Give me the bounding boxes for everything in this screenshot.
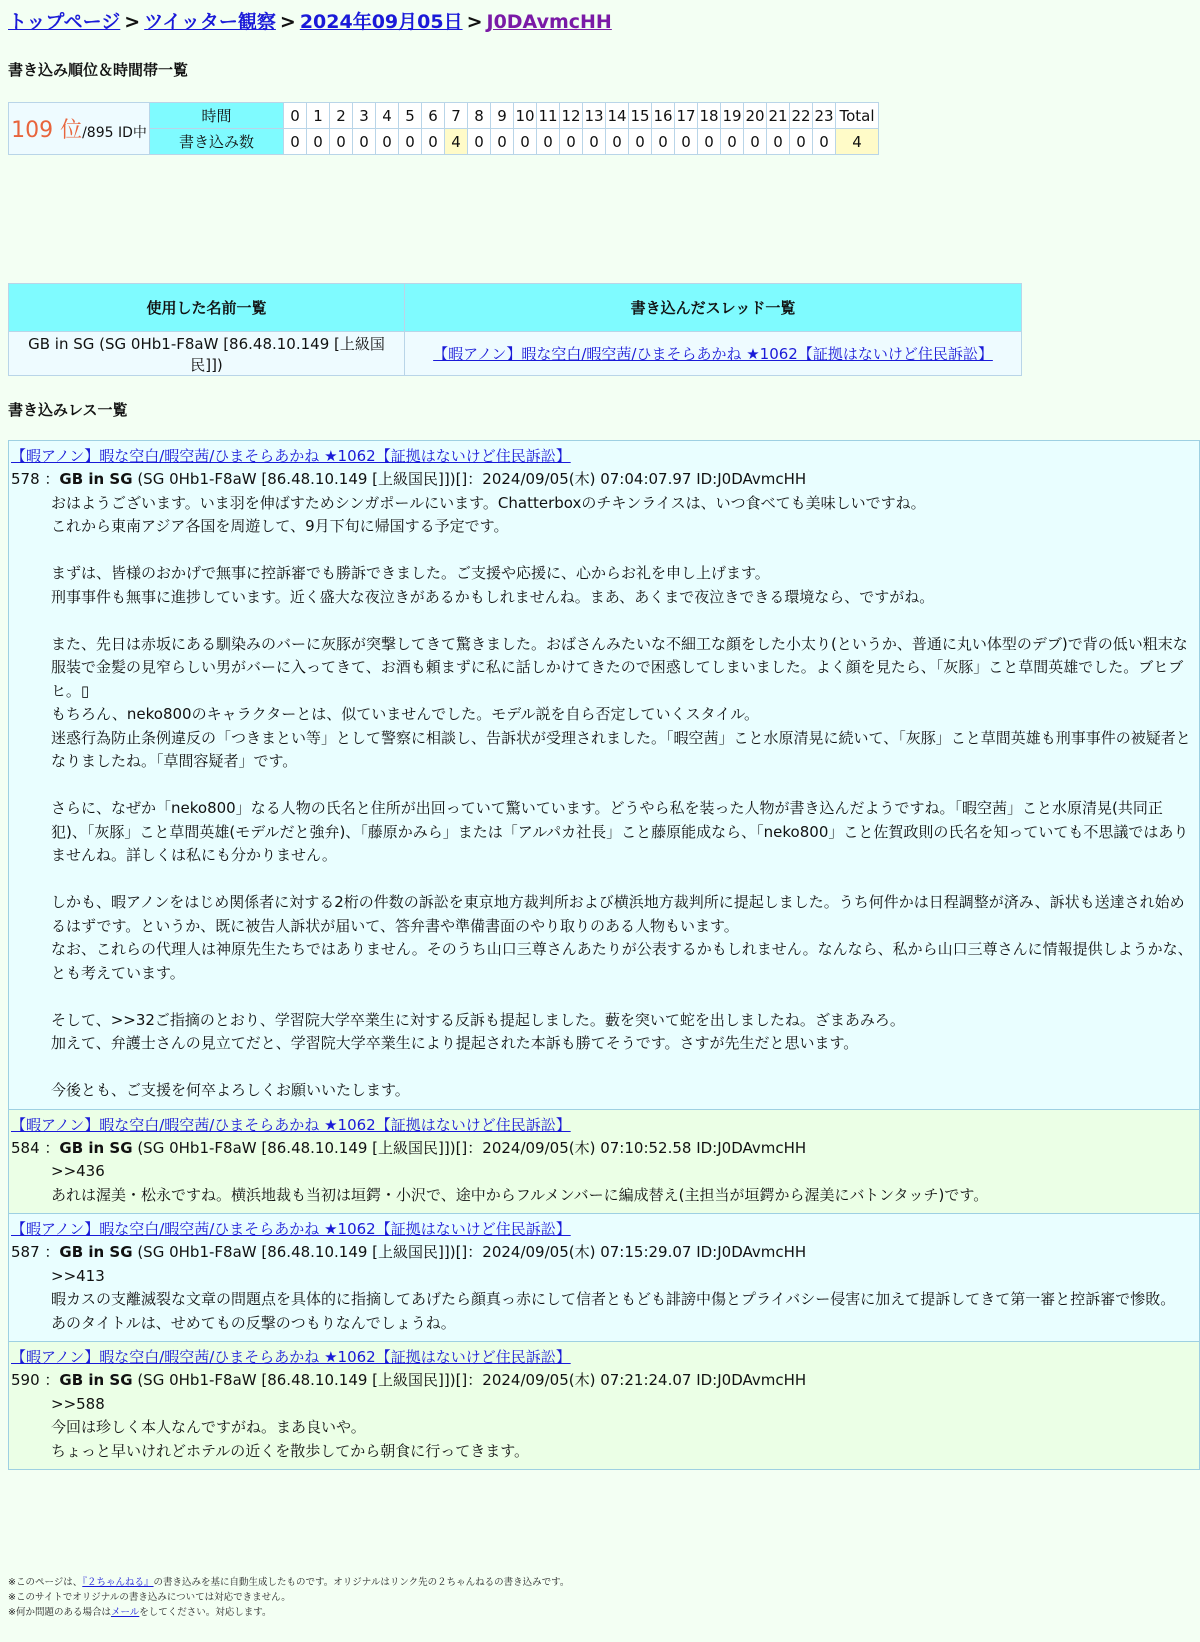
post-line: さらに、なぜか「neko800」なる人物の氏名と住所が出回っていて驚いています。どうやら私を装った人物が書き込んだようですね。「暇空茜」こと水原清晃(共同正犯)、「灰豚」こと草間英雄(モデルだと強弁)、「藤原かみら」または「アルパカ社長」こと藤原能成なら、「neko800」こと佐賀政則の氏名を知っていても不思議ではありませんね。詳しくは私にも分かりません。 [51,799,1189,864]
post-line: あのタイトルは、せめてもの反撃のつもりなんでしょうね。 [51,1313,456,1332]
post-blank-line [51,985,1193,1009]
post-thread-row [11,1346,1197,1369]
breadcrumb-link-date[interactable]: 2024年09月05日 [299,11,463,33]
hour-header: 7 [445,103,468,129]
hour-header: 8 [468,103,491,129]
hour-count: 0 [468,129,491,155]
thread-cell [405,332,1022,376]
hour-header: 17 [675,103,698,129]
breadcrumb-link-twitter[interactable]: ツイッター観察 [144,11,276,33]
post-thread-link[interactable]: 【暇アノン】暇な空白/暇空茜/ひまそらあかね ★1062【証拠はないけど住民訴訟】 [11,1115,571,1134]
post-line: 今回は珍しく本人なんですがね。まあ良いや。 [51,1418,366,1436]
ranking-table [8,102,879,155]
hour-header: 22 [790,103,813,129]
hour-header: 20 [744,103,767,129]
hour-header: 1 [307,103,330,129]
hours-row [9,103,879,129]
footer [8,1575,569,1620]
rank-total: /895 ID中 [82,125,147,141]
post-number: 584 [11,1138,40,1157]
hour-header: 21 [767,103,790,129]
footer-line: ※このサイトでオリジナルの書き込みについては対応できません。 [8,1592,291,1603]
post-blank-line [51,609,1193,633]
hour-header: 16 [652,103,675,129]
post-author: GB in SG [59,470,133,488]
post [9,1110,1199,1215]
post-line: >>436 [51,1162,105,1180]
post-line: 今後とも、ご支援を何卒よろしくお願いいたします。 [51,1081,410,1099]
hour-header: 11 [537,103,560,129]
post-line: そして、>>32ご指摘のとおり、学習院大学卒業生に対する反訴も提起しました。藪を突いて蛇を出しましたね。ざまあみろ。 [51,1010,905,1029]
post [9,1214,1199,1342]
post-line: ちょっと早いけれどホテルの近くを散歩してから朝食に行ってきます。 [51,1441,530,1460]
hour-header: 14 [606,103,629,129]
hour-count: 0 [721,129,744,155]
hour-count: 0 [537,129,560,155]
post-line: また、先日は赤坂にある馴染みのバーに灰豚が突撃してきて驚きました。おばさんみたいな不細工な顔をした小太り(というか、普通に丸い体型のデブ)で背の低い粗末な服装で金髪の見窄らしい男がバーに入ってきて、お酒も頼まずに私に話しかけてきたので困惑してしまいました。よく顔を見たら、「灰豚」こと草間英雄でした。ブヒブヒ。▯ [51,634,1188,700]
footer-line [8,1605,569,1620]
post-number: 578 [11,470,40,488]
hour-count: 0 [652,129,675,155]
post-author: GB in SG [59,1138,133,1157]
footer-text: の書き込みを基に自動生成したものです。オリジナルはリンク先の２ちゃんねるの書き込みです。 [153,1577,570,1588]
hour-count: 0 [813,129,836,155]
post-thread-link[interactable]: 【暇アノン】暇な空白/暇空茜/ひまそらあかね ★1062【証拠はないけど住民訴訟】 [11,1220,571,1238]
hour-header: 10 [514,103,537,129]
rank-cell [9,103,150,155]
post-header: 590 ：GB in SG (SG 0Hb1-F8aW [86.48.10.149 [上級国民]])[]：2024/09/05(木) 07:21:24.07 ID:J0DAvmcHH [11,1371,807,1389]
hour-header: 23 [813,103,836,129]
hour-count: 0 [698,129,721,155]
hour-count: 0 [284,129,307,155]
rank-value: 109 位 [11,118,83,143]
thread-link[interactable]: 【暇アノン】暇な空白/暇空茜/ひまそらあかね ★1062【証拠はないけど住民訴訟】 [433,345,993,363]
post-author: GB in SG [59,1371,133,1389]
hour-header: 9 [491,103,514,129]
footer-line [8,1575,569,1590]
post-line: 迷惑行為防止条例違反の「つきまとい等」として警察に相談し、告訴状が受理されました。「暇空茜」こと水原清晃に続いて、「灰豚」こと草間英雄も刑事事件の被疑者となりましたね。「草間容疑者」です。 [51,728,1191,770]
post-line: 暇カスの支離滅裂な文章の問題点を具体的に指摘してあげたら顔真っ赤にして信者ともども誹謗中傷とプライバシー侵害に加えて提訴してきて第一審と控訴審で惨敗。 [51,1290,1176,1308]
hour-header: 18 [698,103,721,129]
post-thread-row [11,445,1197,468]
footer-text: ※何か問題のある場合は [8,1607,111,1618]
post-line: これから東南アジア各国を周遊して、9月下旬に帰国する予定です。 [51,517,509,535]
hour-header: 0 [284,103,307,129]
post-body [11,492,1197,1103]
post-header: 584 ：GB in SG (SG 0Hb1-F8aW [86.48.10.149 [上級国民]])[]：2024/09/05(木) 07:10:52.58 ID:J0DAvmcHH [11,1138,807,1157]
post-body [11,1265,1197,1336]
post-line: >>413 [51,1266,105,1285]
hour-count: 4 [836,129,879,155]
post-thread-row [11,1218,1197,1241]
footer-text: ※このページは、 [8,1577,83,1588]
hour-count: 0 [399,129,422,155]
hour-header: 3 [353,103,376,129]
names-table [8,283,1022,376]
hour-count: 0 [767,129,790,155]
hour-count: 0 [353,129,376,155]
breadcrumb [8,6,1192,38]
post-thread-link[interactable]: 【暇アノン】暇な空白/暇空茜/ひまそらあかね ★1062【証拠はないけど住民訴訟】 [11,447,571,465]
hour-count: 0 [422,129,445,155]
footer-text: をしてください。対応します。 [139,1607,272,1618]
breadcrumb-link-top[interactable]: トップページ [8,11,121,33]
hour-header: 6 [422,103,445,129]
post-thread-row [11,1114,1197,1137]
post-header: 587 ：GB in SG (SG 0Hb1-F8aW [86.48.10.149 [上級国民]])[]：2024/09/05(木) 07:15:29.07 ID:J0DAvmcHH [11,1243,807,1261]
hour-count: 0 [790,129,813,155]
hour-header: 15 [629,103,652,129]
post-body [11,1160,1197,1207]
ranking-section-title: 書き込み順位＆時間帯一覧 [8,61,189,79]
post-blank-line [51,539,1193,563]
post-number: 587 [11,1243,40,1261]
hour-count: 0 [307,129,330,155]
breadcrumb-separator: > [124,11,141,33]
post-header: 578 ：GB in SG (SG 0Hb1-F8aW [86.48.10.149 [上級国民]])[]：2024/09/05(木) 07:04:07.97 ID:J0DAvmcHH [11,470,807,488]
post-line: おはようございます。いま羽を伸ばすためシンガポールにいます。Chatterboxのチキンライスは、いつ食べても美味しいですね。 [51,493,926,512]
count-label: 書き込み数 [150,129,284,155]
hour-count: 0 [376,129,399,155]
threads-header: 書き込んだスレッド一覧 [405,284,1022,332]
breadcrumb-separator: > [466,11,483,33]
names-header: 使用した名前一覧 [9,284,405,332]
post-blank-line [51,868,1193,892]
post-line: もちろん、neko800のキャラクターとは、似ていませんでした。モデル説を自ら否定していくスタイル。 [51,705,760,723]
breadcrumb-separator: > [279,11,296,33]
post-line: >>588 [51,1394,105,1413]
hour-count: 0 [583,129,606,155]
hour-header: 5 [399,103,422,129]
post-line: あれは渥美・松永ですね。横浜地裁も当初は垣鍔・小沢で、途中からフルメンバーに編成替え(主担当が垣鍔から渥美にバトンタッチ)です。 [51,1185,989,1204]
hour-count: 0 [330,129,353,155]
post-line: なお、これらの代理人は神原先生たちではありません。そのうち山口三尊さんあたりが公表するかもしれません。なんなら、私から山口三尊さんに情報提供しようかな、とも考えています。 [51,940,1193,982]
hour-header: 12 [560,103,583,129]
post-line: 加えて、弁護士さんの見立てだと、学習院大学卒業生により提起された本訴も勝てそうです。さすが先生だと思います。 [51,1034,859,1052]
hour-count: 0 [744,129,767,155]
footer-2ch-link[interactable]: 『２ちゃんねる』 [82,1577,154,1588]
hour-count: 4 [445,129,468,155]
footer-mail-link[interactable]: メール [110,1607,140,1618]
hour-count: 0 [629,129,652,155]
hour-count: 0 [514,129,537,155]
used-name: GB in SG (SG 0Hb1-F8aW [86.48.10.149 [上級国民]]) [9,332,405,376]
post-meta: (SG 0Hb1-F8aW [86.48.10.149 [上級国民]])[]：2024/09/05(木) 07:04:07.97 ID:J0DAvmcHH [137,470,807,488]
post-blank-line [51,774,1193,798]
post-meta: (SG 0Hb1-F8aW [86.48.10.149 [上級国民]])[]：2024/09/05(木) 07:21:24.07 ID:J0DAvmcHH [137,1371,807,1389]
post-line: しかも、暇アノンをはじめ関係者に対する2桁の件数の訴訟を東京地方裁判所および横浜地方裁判所に提起しました。うち何件かは日程調整が済み、訴状も送達され始めるはずです。というか、既に被告人訴状が届いて、答弁書や準備書面のやり取りのある人物もいます。 [51,893,1185,935]
posts-section-title: 書き込みレス一覧 [8,401,128,419]
hour-header: 2 [330,103,353,129]
post-author: GB in SG [59,1243,133,1261]
post-meta: (SG 0Hb1-F8aW [86.48.10.149 [上級国民]])[]：2024/09/05(木) 07:15:29.07 ID:J0DAvmcHH [137,1243,807,1261]
hour-count: 0 [560,129,583,155]
hour-header: Total [836,103,879,129]
hour-count: 0 [675,129,698,155]
posts-list [8,440,1200,1470]
breadcrumb-link-id[interactable]: J0DAvmcHH [486,11,612,33]
time-label: 時間 [150,103,284,129]
hour-header: 19 [721,103,744,129]
post-line: 刑事事件も無事に進捗しています。近く盛大な夜泣きがあるかもしれませんね。まあ、あくまで夜泣きできる環境なら、ですがね。 [51,587,935,606]
post [9,441,1199,1110]
hour-count: 0 [606,129,629,155]
hour-header: 13 [583,103,606,129]
post-number: 590 [11,1371,40,1389]
post-blank-line [51,1056,1193,1080]
post-body [11,1393,1197,1464]
hour-header: 4 [376,103,399,129]
post-line: まずは、皆様のおかげで無事に控訴審でも勝訴できました。ご支援や応援に、心からお礼を申し上げます。 [51,564,770,582]
hour-count: 0 [491,129,514,155]
post-thread-link[interactable]: 【暇アノン】暇な空白/暇空茜/ひまそらあかね ★1062【証拠はないけど住民訴訟】 [11,1348,571,1366]
post-meta: (SG 0Hb1-F8aW [86.48.10.149 [上級国民]])[]：2024/09/05(木) 07:10:52.58 ID:J0DAvmcHH [137,1138,807,1157]
post [9,1342,1199,1469]
